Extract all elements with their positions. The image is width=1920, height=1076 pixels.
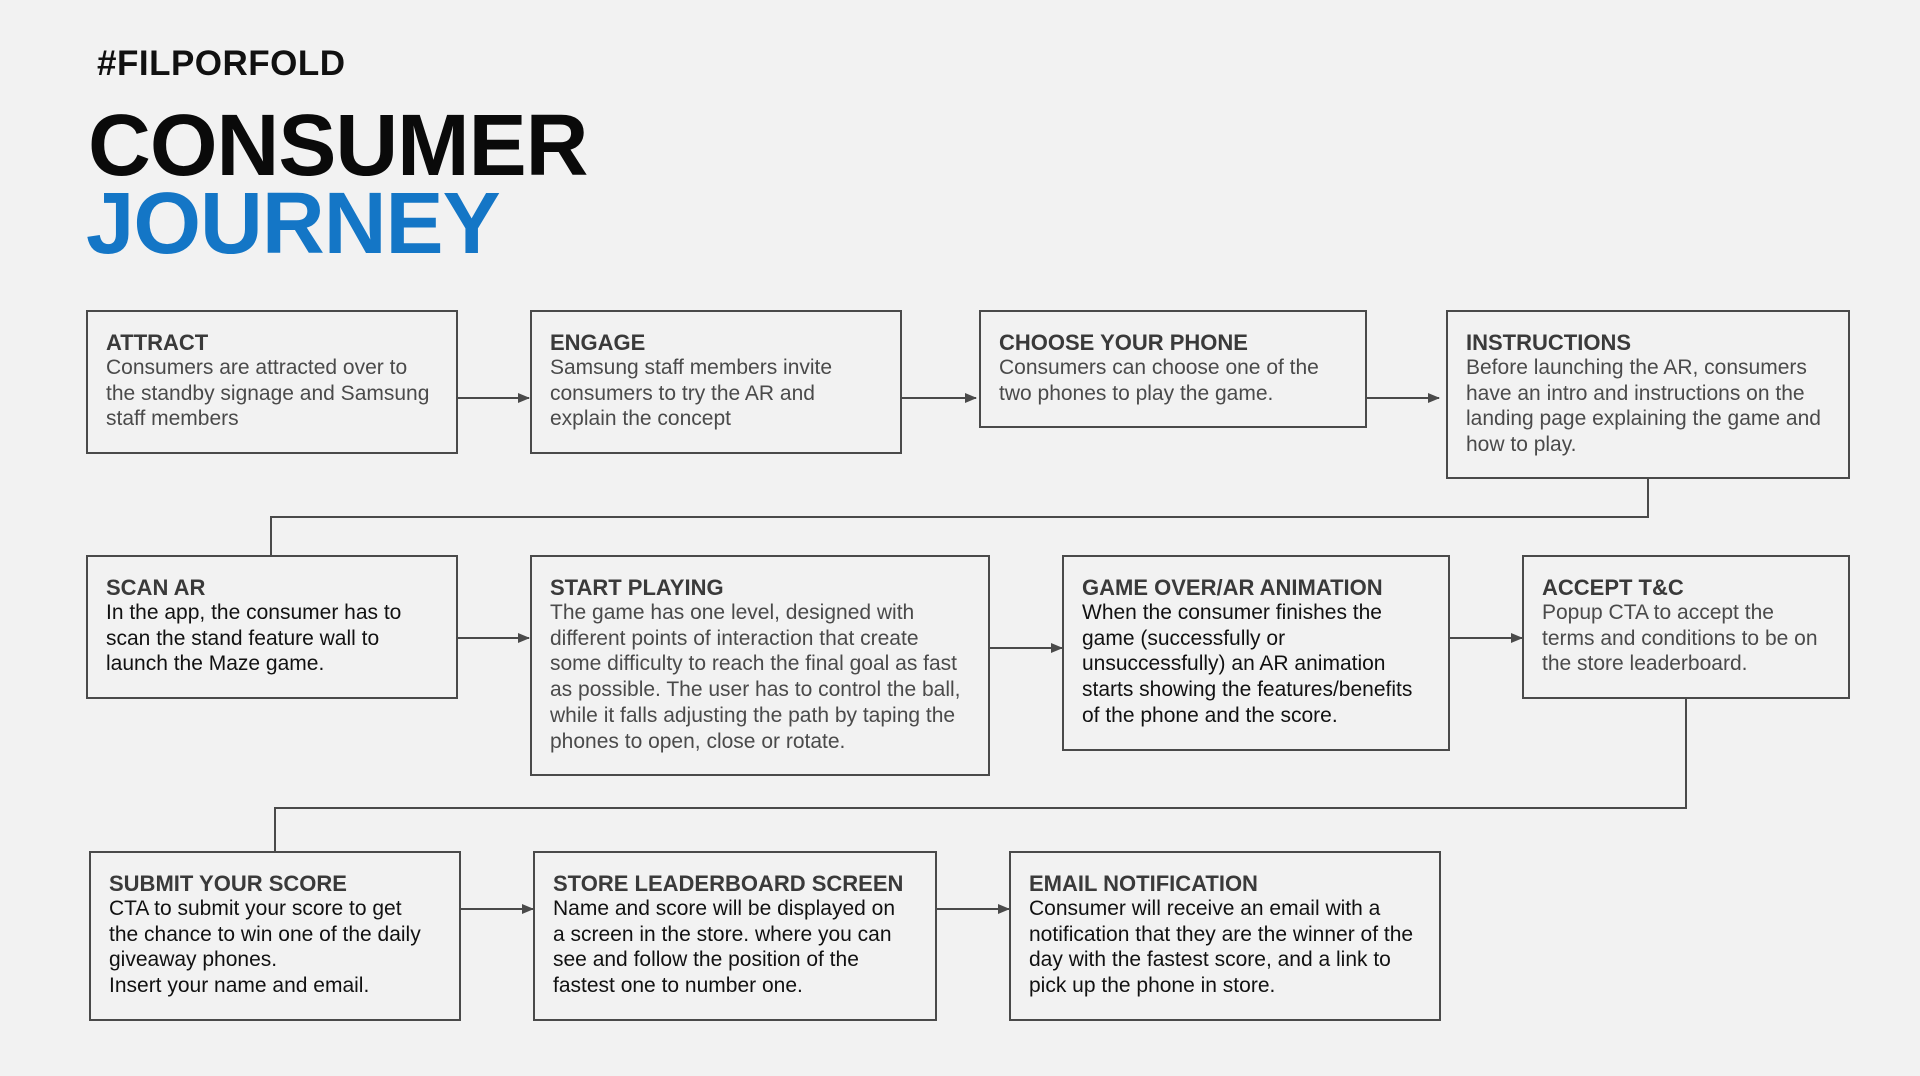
page-title-line1: CONSUMER: [88, 97, 588, 194]
step-description: Name and score will be displayed on a screen in the store. where you can see and follow the position of the fastest one to number one.: [553, 897, 896, 998]
step-title: START PLAYING: [550, 575, 724, 600]
step-title: SCAN AR: [106, 575, 206, 600]
step-title: STORE LEADERBOARD SCREEN: [553, 871, 904, 896]
step-engage: [530, 310, 902, 454]
step-email-notification: [1009, 851, 1441, 1021]
hashtag: #FILPORFOLD: [97, 44, 346, 83]
step-attract: [86, 310, 458, 454]
step-title: ENGAGE: [550, 330, 646, 355]
step-start-playing: [530, 555, 990, 776]
step-title: GAME OVER/AR ANIMATION: [1082, 575, 1383, 600]
step-description: In the app, the consumer has to scan the stand feature wall to launch the Maze game.: [106, 601, 402, 676]
step-description: Popup CTA to accept the terms and conditions to be on the store leaderboard.: [1542, 601, 1818, 676]
step-description: Consumers can choose one of the two phones to play the game.: [999, 356, 1319, 405]
step-description: Consumer will receive an email with a notification that they are the winner of the day with the fastest score, and a link to pick up the phone in store.: [1029, 897, 1414, 998]
step-instructions: [1446, 310, 1850, 479]
step-game-over-ar-animation: [1062, 555, 1450, 751]
step-description: When the consumer finishes the game (successfully or unsuccessfully) an AR animation starts showing the features/benefits of the phone and the score.: [1082, 601, 1413, 727]
step-submit-your-score: [89, 851, 461, 1021]
step-title: CHOOSE YOUR PHONE: [999, 330, 1248, 355]
step-title: EMAIL NOTIFICATION: [1029, 871, 1258, 896]
connector-instructions-to-scan: [271, 479, 1648, 555]
step-scan-ar: [86, 555, 458, 699]
step-description: CTA to submit your score to get the chance to win one of the daily giveaway phones. Insert your name and email.: [109, 897, 421, 998]
step-description: Samsung staff members invite consumers to try the AR and explain the concept: [550, 356, 833, 431]
step-choose-your-phone: [979, 310, 1367, 428]
step-description: Before launching the AR, consumers have an intro and instructions on the landing page explaining the game and how to play.: [1466, 356, 1821, 457]
step-description: Consumers are attracted over to the standby signage and Samsung staff members: [106, 356, 430, 431]
step-title: INSTRUCTIONS: [1466, 330, 1631, 355]
page-title-line2: JOURNEY: [86, 175, 500, 272]
step-title: ATTRACT: [106, 330, 209, 355]
step-title: ACCEPT T&C: [1542, 575, 1684, 600]
step-title: SUBMIT YOUR SCORE: [109, 871, 347, 896]
step-description: The game has one level, designed with different points of interaction that create some difficulty to reach the final goal as fast as possible. The user has to control the ball, while it falls adjusting the path by taping the phones to open, close or rotate.: [550, 601, 961, 753]
step-store-leaderboard-screen: [533, 851, 937, 1021]
step-accept-tc: [1522, 555, 1850, 699]
